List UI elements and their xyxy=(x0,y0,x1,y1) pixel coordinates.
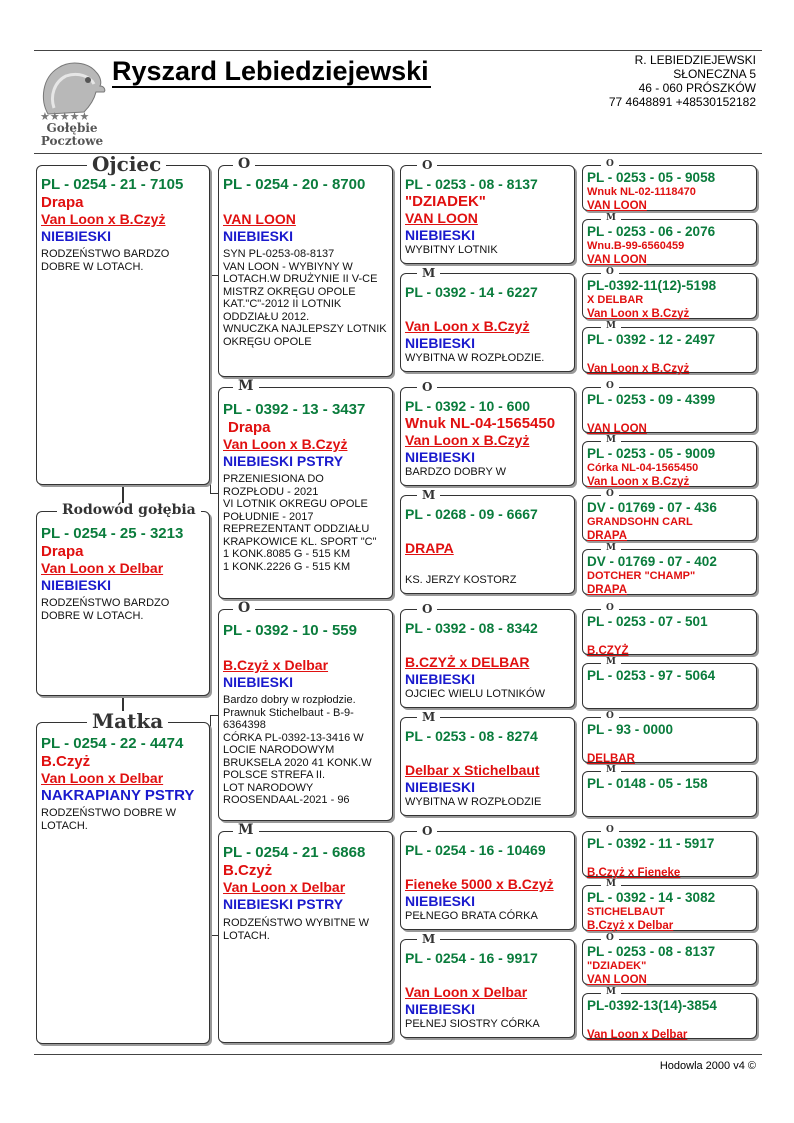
ring-number: PL-0392-11(12)-5198 xyxy=(587,278,717,293)
feather-color: NIEBIESKI xyxy=(405,335,476,351)
ring-number: PL - 0254 - 21 - 7105 xyxy=(41,176,184,193)
feather-color: NIEBIESKI xyxy=(223,228,294,244)
ring-number: PL - 0253 - 97 - 5064 xyxy=(587,668,716,683)
connector xyxy=(210,715,211,935)
bloodline: Van Loon x Delbar xyxy=(41,560,164,576)
great-grandparent-card[interactable] xyxy=(400,380,575,486)
sex-label: O xyxy=(417,825,437,837)
pigeon-name: STICHELBAUT xyxy=(587,906,665,918)
bloodline: Delbar x Stichelbaut xyxy=(405,762,540,778)
great-grandparent-card[interactable] xyxy=(400,158,575,264)
connector xyxy=(210,935,218,936)
pigeon-name: Drapa xyxy=(41,194,84,211)
bloodline: DRAPA xyxy=(587,530,628,542)
svg-text:★★★★★: ★★★★★ xyxy=(40,110,90,123)
pigeon-name: "DZIADEK" xyxy=(405,193,486,210)
sex-label: O xyxy=(233,157,255,171)
bloodline: DRAPA xyxy=(405,540,454,556)
top-rule xyxy=(34,50,762,51)
ring-number: PL - 0392 - 08 - 8342 xyxy=(405,620,538,636)
bloodline: Van Loon x B.Czyż xyxy=(587,308,690,320)
pigeon-name: Drapa xyxy=(228,419,271,436)
sex-label: O xyxy=(601,826,619,835)
bloodline: Van Loon x Delbar xyxy=(587,1029,688,1041)
description: WYBITNA W ROZPŁODZIE. xyxy=(405,352,545,364)
description: PRZENIESIONA DO ROZPŁODU - 2021 VI LOTNIK OKREGU OPOLE POŁUDNIE - 2017 REPREZENTANT ODDZIAŁU KRAPKOWICE KL. SPORT "C" 1 KONK.8085 G - 515 KM 1 KONK.2226 G - 515 KM xyxy=(223,473,377,573)
description: RODZEŃSTWO DOBRE W LOTACH. xyxy=(41,807,177,832)
ancestor-card[interactable] xyxy=(582,543,757,596)
father-card[interactable] xyxy=(36,152,210,485)
ring-number: PL - 0253 - 07 - 501 xyxy=(587,614,708,629)
sex-label: M xyxy=(233,379,259,393)
description: RODZEŃSTWO BARDZO DOBRE W LOTACH. xyxy=(41,248,170,273)
sex-label: M xyxy=(601,880,621,889)
ancestor-card[interactable] xyxy=(582,879,757,932)
father-label: Ojciec xyxy=(87,154,166,174)
sex-label: O xyxy=(417,603,437,615)
sex-label: M xyxy=(601,214,621,223)
subject-card[interactable] xyxy=(36,502,210,696)
great-grandparent-card[interactable] xyxy=(400,488,575,594)
sex-label: M xyxy=(417,711,440,723)
great-grandparent-card[interactable] xyxy=(400,932,575,1038)
feather-color: NIEBIESKI xyxy=(405,449,476,465)
ring-number: PL - 0254 - 16 - 9917 xyxy=(405,950,538,966)
bloodline: B.Czyż x Fieneke xyxy=(587,867,681,879)
sex-label: O xyxy=(417,159,437,171)
bloodline: Van Loon x Delbar xyxy=(41,770,164,786)
description: BARDZO DOBRY W xyxy=(405,466,507,478)
footer-credit: Hodowla 2000 v4 © xyxy=(659,1060,756,1072)
bloodline: Van Loon x B.Czyż xyxy=(587,476,690,488)
sex-label: O xyxy=(601,160,619,169)
pigeon-name: DOTCHER "CHAMP" xyxy=(587,570,696,582)
ring-number: DV - 01769 - 07 - 436 xyxy=(587,500,717,515)
connector xyxy=(210,715,218,716)
ancestor-card[interactable] xyxy=(582,603,757,657)
pigeon-name: Wnuk NL-04-1565450 xyxy=(405,415,556,432)
feather-color: NIEBIESKI xyxy=(405,671,476,687)
pigeon-name: "DZIADEK" xyxy=(587,960,647,972)
bloodline: Van Loon x Delbar xyxy=(405,984,528,1000)
sex-label: M xyxy=(601,436,621,445)
mother-card[interactable] xyxy=(36,709,210,1044)
bloodline: Van Loon x B.Czyż xyxy=(41,211,166,227)
bloodline: DRAPA xyxy=(587,584,628,596)
ring-number: PL - 0268 - 09 - 6667 xyxy=(405,506,538,522)
ring-number: PL - 0392 - 14 - 6227 xyxy=(405,284,538,300)
bloodline: Van Loon x Delbar xyxy=(223,879,346,895)
pigeon-name: Wnuk NL-02-1118470 xyxy=(587,186,696,198)
sex-label: M xyxy=(601,544,621,553)
sire-mother-card[interactable] xyxy=(218,600,393,821)
bloodline: Van Loon x B.Czyż xyxy=(405,318,530,334)
bloodline: DELBAR xyxy=(587,753,635,765)
description: WYBITNA W ROZPŁODZIE xyxy=(405,796,542,808)
ring-number: PL - 0253 - 09 - 4399 xyxy=(587,392,716,407)
feather-color: NAKRAPIANY PSTRY xyxy=(41,787,195,804)
ring-number: DV - 01769 - 07 - 402 xyxy=(587,554,717,569)
pigeon-name: GRANDSOHN CARL xyxy=(587,516,693,528)
description: Bardzo dobry w rozpłodzie. Prawnuk Stichelbaut - B-9-6364398 CÓRKA PL-0392-13-3416 W LOCIE NARODOWYM BRUKSELA 2020 41 KONK.W POLSCE STREFA II. LOT NARODOWY ROOSENDAAL-2021 - 96 xyxy=(223,694,372,806)
sex-label: O xyxy=(601,268,619,277)
ring-number: PL - 0254 - 22 - 4474 xyxy=(41,735,184,752)
bloodline: VAN LOON xyxy=(405,210,478,226)
description: RODZEŃSTWO BARDZO DOBRE W LOTACH. xyxy=(41,597,170,622)
breeder-address: R. LEBIEDZIEJEWSKI SŁONECZNA 5 46 - 060 PRÓSZKÓW 77 4648891 +48530152182 xyxy=(608,53,756,109)
description: SYN PL-0253-08-8137 VAN LOON - WYBIYNY W LOTACH.W DRUŻYNIE II V-CE MISTRZ OKRĘGU OPOLE KAT."C"-2012 II LOTNIK ODDZIAŁU 2012. WNUCZKA NAJLEPSZY LOTNIK OKRĘGU OPOLE xyxy=(223,248,387,348)
description: PEŁNEJ SIOSTRY CÓRKA xyxy=(405,1018,540,1030)
ancestor-card[interactable] xyxy=(582,765,757,817)
sex-label: O xyxy=(601,604,619,613)
ring-number: PL - 0392 - 11 - 5917 xyxy=(587,836,715,851)
connector xyxy=(210,275,218,276)
sex-label: O xyxy=(417,381,437,393)
ring-number: PL - 0253 - 05 - 9009 xyxy=(587,446,716,461)
bloodline: VAN LOON xyxy=(587,423,647,435)
description: OJCIEC WIELU LOTNIKÓW xyxy=(405,688,545,700)
ring-number: PL-0392-13(14)-3854 xyxy=(587,998,717,1013)
feather-color: NIEBIESKI PSTRY xyxy=(223,896,344,912)
feather-color: NIEBIESKI xyxy=(405,893,476,909)
sex-label: O xyxy=(601,490,619,499)
ancestor-card[interactable] xyxy=(582,267,757,320)
ring-number: PL - 0253 - 08 - 8137 xyxy=(405,176,538,192)
bloodline: B.CZYŻ x DELBAR xyxy=(405,654,530,670)
ring-number: PL - 0392 - 10 - 600 xyxy=(405,398,531,414)
sex-label: O xyxy=(233,601,255,615)
ring-number: PL - 0253 - 06 - 2076 xyxy=(587,224,716,239)
ancestor-card[interactable] xyxy=(582,987,757,1041)
ring-number: PL - 0392 - 13 - 3437 xyxy=(223,401,366,418)
connector xyxy=(210,275,211,493)
ring-number: PL - 93 - 0000 xyxy=(587,722,674,737)
feather-color: NIEBIESKI PSTRY xyxy=(223,453,344,469)
pigeon-name: X DELBAR xyxy=(587,294,644,306)
ring-number: PL - 0254 - 20 - 8700 xyxy=(223,176,366,193)
feather-color: NIEBIESKI xyxy=(223,674,294,690)
bloodline: VAN LOON xyxy=(587,200,647,212)
ring-number: PL - 0392 - 10 - 559 xyxy=(223,622,357,639)
sex-label: M xyxy=(601,658,621,667)
ancestor-card[interactable] xyxy=(582,933,757,986)
description: PEŁNEGO BRATA CÓRKA xyxy=(405,910,538,922)
pigeon-name: Wnu.B-99-6560459 xyxy=(587,240,685,252)
feather-color: NIEBIESKI xyxy=(41,577,112,593)
bloodline: B.Czyż x Delbar xyxy=(587,920,674,932)
sire-father-card[interactable] xyxy=(218,156,393,377)
ring-number: PL - 0148 - 05 - 158 xyxy=(587,776,708,791)
sex-label: O xyxy=(601,934,619,943)
description: KS. JERZY KOSTORZ xyxy=(405,574,517,586)
bloodline: B.CZYŻ xyxy=(587,645,629,657)
footer-rule xyxy=(34,1054,762,1055)
great-grandparent-card[interactable] xyxy=(400,824,575,930)
ancestor-card[interactable] xyxy=(582,657,757,709)
ring-number: PL - 0392 - 14 - 3082 xyxy=(587,890,716,905)
ancestor-card[interactable] xyxy=(582,159,757,212)
mother-label: Matka xyxy=(87,711,168,731)
pigeon-name: Drapa xyxy=(41,543,84,560)
pigeon-name: B.Czyż xyxy=(223,862,273,879)
ancestor-card[interactable] xyxy=(582,711,757,765)
ancestor-card[interactable] xyxy=(582,489,757,542)
sex-label: M xyxy=(417,489,440,501)
description: WYBITNY LOTNIK xyxy=(405,244,498,256)
ring-number: PL - 0253 - 08 - 8274 xyxy=(405,728,538,744)
feather-color: NIEBIESKI xyxy=(405,1001,476,1017)
bloodline: Van Loon x B.Czyż xyxy=(223,436,348,452)
pigeon-name: B.Czyż xyxy=(41,753,91,770)
ancestor-card[interactable] xyxy=(582,381,757,435)
bloodline: Fieneke 5000 x B.Czyż xyxy=(405,876,554,892)
sex-label: O xyxy=(601,382,619,391)
great-grandparent-card[interactable] xyxy=(400,602,575,708)
logo-text: Gołębie Pocztowe xyxy=(40,121,104,148)
connector xyxy=(210,493,218,494)
sex-label: M xyxy=(417,933,440,945)
ancestor-card[interactable] xyxy=(582,321,757,375)
feather-color: NIEBIESKI xyxy=(405,227,476,243)
ancestor-card[interactable] xyxy=(582,213,757,266)
bloodline: VAN LOON xyxy=(587,974,647,986)
great-grandparent-card[interactable] xyxy=(400,710,575,816)
sex-label: O xyxy=(601,712,619,721)
bloodline: VAN LOON xyxy=(587,254,647,266)
sex-label: M xyxy=(233,823,259,837)
dam-mother-card[interactable] xyxy=(218,822,393,1043)
ancestor-card[interactable] xyxy=(582,435,757,488)
description: RODZEŃSTWO WYBITNE W LOTACH. xyxy=(223,917,370,942)
sex-label: M xyxy=(601,766,621,775)
dam-father-card[interactable] xyxy=(218,378,393,599)
sex-label: M xyxy=(601,322,621,331)
ring-number: PL - 0392 - 12 - 2497 xyxy=(587,332,716,347)
ring-number: PL - 0253 - 08 - 8137 xyxy=(587,944,716,959)
bloodline: Van Loon x B.Czyż xyxy=(587,363,690,375)
feather-color: NIEBIESKI xyxy=(405,779,476,795)
pigeon-name: Córka NL-04-1565450 xyxy=(587,462,699,474)
bloodline: VAN LOON xyxy=(223,211,296,227)
ring-number: PL - 0253 - 05 - 9058 xyxy=(587,170,716,185)
subject-label: Rodowód gołębia xyxy=(57,503,201,517)
page-title: Ryszard Lebiedziejewski xyxy=(112,56,429,86)
feather-color: NIEBIESKI xyxy=(41,228,112,244)
ring-number: PL - 0254 - 16 - 10469 xyxy=(405,842,546,858)
ancestor-card[interactable] xyxy=(582,825,757,879)
sex-label: M xyxy=(601,988,621,997)
bloodline: Van Loon x B.Czyż xyxy=(405,432,530,448)
ring-number: PL - 0254 - 25 - 3213 xyxy=(41,525,184,542)
sex-label: M xyxy=(417,267,440,279)
bloodline: B.Czyż x Delbar xyxy=(223,657,329,673)
ring-number: PL - 0254 - 21 - 6868 xyxy=(223,844,366,861)
great-grandparent-card[interactable] xyxy=(400,266,575,372)
